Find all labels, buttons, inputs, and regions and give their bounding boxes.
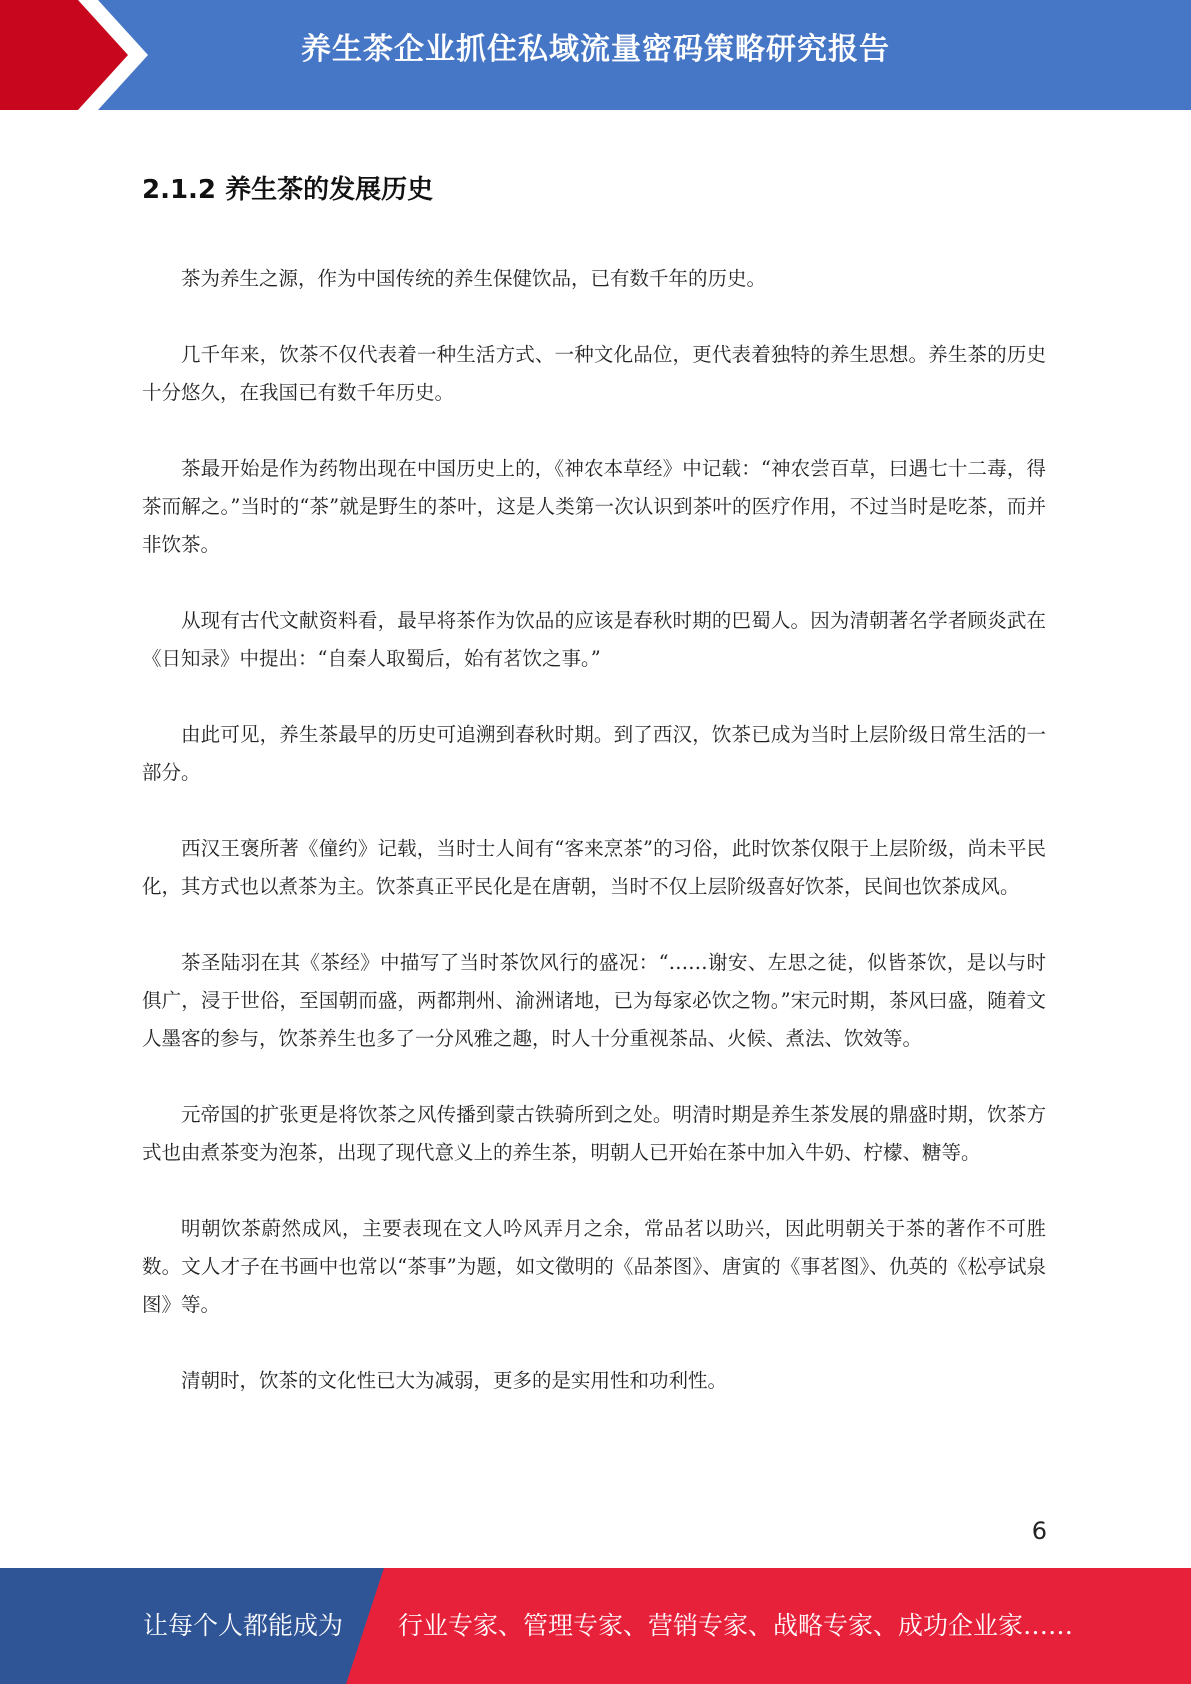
report-title: 养生茶企业抓住私域流量密码策略研究报告 [301,32,890,67]
main-content [142,160,1046,1438]
paragraph-9: 明朝饮茶蔚然成风，主要表现在文人吟风弄月之余，常品茗以助兴，因此明朝关于茶的著作不可胜数。文人才子在书画中也常以“茶事”为题，如文徵明的《品茶图》、唐寅的《事茗图》、仇英的《松亭试泉图》等。 [142,1217,1046,1316]
paragraph-3: 茶最开始是作为药物出现在中国历史上的，《神农本草经》中记载：“神农尝百草，曰遇七十二毒，得茶而解之。”当时的“茶”就是野生的茶叶，这是人类第一次认识到茶叶的医疗作用，不过当时是吃茶，而并非饮茶。 [142,457,1046,556]
paragraph-7: 茶圣陆羽在其《茶经》中描写了当时茶饮风行的盛况：“……谢安、左思之徒，似皆茶饮，是以与时俱广，浸于世俗，至国朝而盛，两都荆州、渝洲诸地，已为每家必饮之物。”宋元时期，茶风曰盛，随着文人墨客的参与，饮茶养生也多了一分风雅之趣，时人十分重视茶品、火候、煮法、饮效等。 [142,951,1046,1050]
paragraph-8: 元帝国的扩张更是将饮茶之风传播到蒙古铁骑所到之处。明清时期是养生茶发展的鼎盛时期，饮茶方式也由煮茶变为泡茶，出现了现代意义上的养生茶，明朝人已开始在茶中加入牛奶、柠檬、糖等。 [142,1103,1046,1164]
paragraph-5: 由此可见，养生茶最早的历史可追溯到春秋时期。到了西汉，饮茶已成为当时上层阶级日常生活的一部分。 [142,723,1046,784]
page-number: 6 [1031,1517,1047,1545]
paragraph-4: 从现有古代文献资料看，最早将茶作为饮品的应该是春秋时期的巴蜀人。因为清朝著名学者顾炎武在《日知录》中提出：“自秦人取蜀后，始有茗饮之事。” [142,609,1046,670]
page-footer [0,1568,1191,1684]
page-header [0,0,1191,110]
paragraph-10: 清朝时，饮茶的文化性已大为减弱，更多的是实用性和功利性。 [181,1369,728,1392]
paragraph-2: 几千年来，饮茶不仅代表着一种生活方式、一种文化品位，更代表着独特的养生思想。养生茶的历史十分悠久，在我国已有数千年历史。 [142,343,1046,404]
paragraph-1: 茶为养生之源，作为中国传统的养生保健饮品，已有数千年的历史。 [181,267,767,290]
footer-slogan-left: 让每个人都能成为 [143,1611,344,1640]
section-heading: 2.1.2 养生茶的发展历史 [142,175,434,205]
footer-slogan-right: 行业专家、管理专家、营销专家、战略专家、成功企业家…… [398,1611,1074,1640]
paragraph-6: 西汉王褒所著《僮约》记载，当时士人间有“客来烹茶”的习俗，此时饮茶仅限于上层阶级，尚未平民化，其方式也以煮茶为主。饮茶真正平民化是在唐朝，当时不仅上层阶级喜好饮茶，民间也饮茶成风。 [142,837,1046,898]
